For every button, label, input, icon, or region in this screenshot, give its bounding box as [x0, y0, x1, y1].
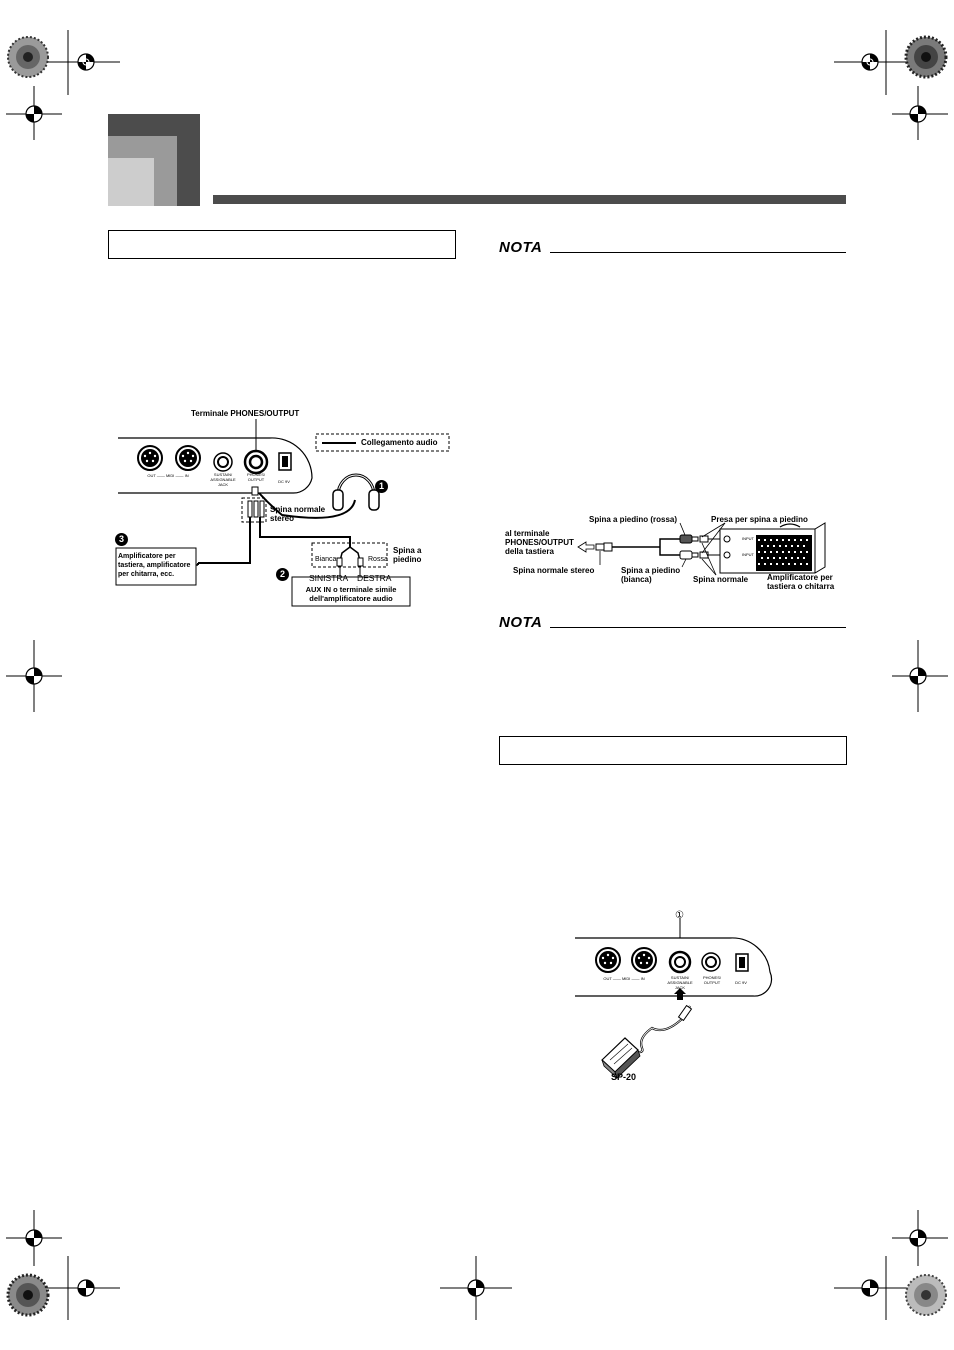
midi-out-jack-2	[596, 948, 620, 972]
midi-label: OUT —— MIDI —— IN	[147, 473, 189, 478]
sustain-label-2: SUSTAIN/ ASSIGNABLE JACK	[667, 975, 693, 990]
badge-3: 3	[115, 533, 128, 546]
color-wheels	[8, 37, 946, 1315]
legend-label: Collegamento audio	[361, 438, 438, 447]
amp-label-2: Amplificatore per tastiera o chitarra	[767, 573, 835, 591]
nota-rule-1	[550, 252, 846, 253]
nota-heading-2: NOTA	[499, 614, 543, 631]
midi-in-jack	[176, 446, 200, 470]
normal-plug-label: Spina normale	[693, 575, 749, 584]
badge-1: 1	[375, 480, 388, 493]
nota-rule-2	[550, 627, 846, 628]
aux-label: AUX IN o terminale simile dell'amplificatore audio	[305, 585, 397, 603]
dc-label-2: DC 9V	[735, 980, 747, 985]
pin-plug-label: Spina a piedino	[393, 546, 422, 564]
stereo-plug-label-2: Spina normale stereo	[513, 566, 595, 575]
white-label: Bianca	[315, 556, 337, 563]
phones-terminal-title: Terminale PHONES/OUTPUT	[191, 409, 300, 418]
dc-jack-2	[736, 954, 748, 971]
red-label: Rossa	[368, 556, 388, 563]
pedal-diagram-drawing	[570, 910, 785, 1085]
sustain-jack	[214, 453, 232, 471]
input-label-1: INPUT	[742, 536, 754, 541]
left-section-box	[108, 230, 456, 259]
pedal-label: SP-20	[611, 1072, 637, 1082]
pin-socket-label: Presa per spina a piedino	[711, 515, 808, 524]
badge-2: 2	[276, 568, 289, 581]
phones-label: PHONES/ OUTPUT	[246, 472, 265, 482]
midi-label-2: OUT —— MIDI —— IN	[603, 976, 645, 981]
sustain-jack-2	[670, 952, 690, 972]
left-channel-label: SINISTRA	[309, 573, 349, 583]
to-terminal-label: al terminale PHONES/OUTPUT della tastiera	[505, 529, 574, 556]
pin-white-label: Spina a piedino (bianca)	[621, 566, 681, 584]
midi-in-jack-2	[632, 948, 656, 972]
right-channel-label: DESTRA	[357, 573, 392, 583]
sustain-label: SUSTAIN/ ASSIGNABLE JACK	[210, 472, 236, 487]
amp-label: Amplificatore per tastiera, amplificatore per chitarra, ecc.	[118, 553, 191, 578]
dc-label: DC 9V	[278, 479, 290, 484]
input-label-2: INPUT	[742, 552, 754, 557]
stereo-plug-label: Spina normale stereo	[270, 505, 326, 523]
nota-heading-1: NOTA	[499, 239, 543, 256]
midi-out-jack	[138, 446, 162, 470]
crop-marks	[6, 30, 948, 1320]
phones-jack-2	[702, 953, 720, 971]
right-section-box	[499, 736, 847, 765]
marker-1: ①	[675, 910, 684, 921]
pin-red-label: Spina a piedino (rossa)	[589, 515, 678, 524]
phones-label-2: PHONES/ OUTPUT	[702, 975, 721, 985]
header-graphic	[108, 114, 846, 206]
amplifier-icon	[720, 523, 825, 573]
phones-jack	[245, 451, 267, 473]
dc-jack	[279, 453, 291, 470]
